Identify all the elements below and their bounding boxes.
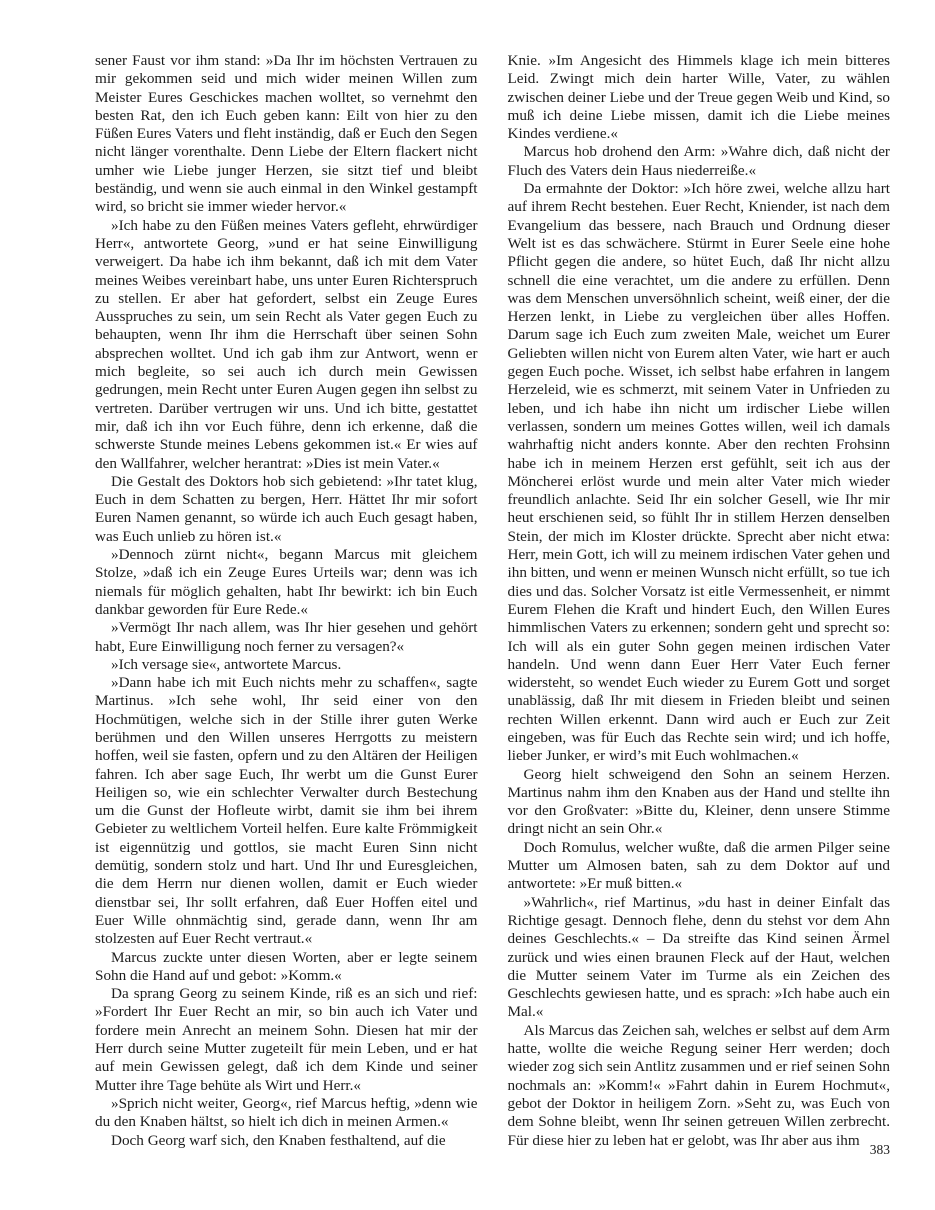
paragraph: Da sprang Georg zu seinem Kinde, riß es an sich und rief: »Fordert Ihr Euer Recht an mir, so bin auch ich Vater und fordere mein Anrecht an meinem Sohn. Diesen hat mir der Herr durch seine Mutter zugeteilt für mein Leben, und er hat auf mein Gewissen gelegt, daß ich dem Kinde und seiner Mutter ihre Tage behüte als Wirt und Herr.« (95, 985, 478, 1094)
left-column (95, 52, 478, 1150)
paragraph: Georg hielt schweigend den Sohn an seinem Herzen. Martinus nahm ihm den Knaben aus der Hand und stellte ihn vor den Großvater: »Bitte du, Kleiner, denn unsere Stimme dringt nicht an sein Ohr.« (507, 765, 890, 838)
paragraph: »Ich versage sie«, antwortete Marcus. (111, 655, 342, 673)
paragraph: »Ich habe zu den Füßen meines Vaters gefleht, ehrwürdiger Herr«, antwortete Georg, »und er hat seine Einwilligung verweigert. Da habe ich ihm bekannt, daß ich mit dem Vater meines Weibes vereinbart habe, uns unter Euren Richterspruch zu stellen. Er aber hat gefordert, selbst ein Zeuge Eures Ausspruches zu sein, um sein Recht als Vater gegen Euch zu behaupten, wenn Ihr ihm die Herrschaft über seinen Sohn absprechen wolltet. Und ich gab ihm zur Antwort, wenn er mich begleite, so sei auch ich durch mein Gewissen gedrungen, mein Recht unter Euren Augen gegen ihn selbst zu vertreten. Darüber vertrugen wir uns. Und ich bitte, gestattet mir, daß ich ihn vor Euch führe, denn ich erkenne, daß die schwerste Stunde meines Lebens gekommen ist.« Er wies auf den Wallfahrer, welcher herantrat: »Dies ist mein Vater.« (95, 216, 478, 472)
paragraph: Da ermahnte der Doktor: »Ich höre zwei, welche allzu hart auf ihrem Recht bestehen. Euer Recht, Kniender, ist nach dem Evangelium das bessere, nach Brauch und Ordnung dieser Welt ist es das schwächere. Stürmt in Eurer Seele eine hohe Pflicht gegen die andere, so hütet Euch, daß Ihr nicht allzu schnell die eine verachtet, um die andere zu erfüllen. Denn was dem Menschen unversöhnlich scheint, weiß einer, der die Herzen lenkt, in Liebe zu vergleichen über alles Hoffen. Darum sage ich Euch zum zweiten Male, weichet um Eurer Geliebten willen nicht von Eurem alten Vater, wie hart er auch gegen Euch poche. Wisset, ich selbst habe erfahren in langem Herzeleid, wie es schmerzt, mit seinem Vater in Unfrieden zu leben, und ich habe ihn nicht um irdischer Liebe willen verlassen, sondern um meines Gottes willen, weil ich damals wahrhaftig nicht anders konnte. Aber den rechten Frohsinn habe ich in meinem Herzen erst gefühlt, seit ich aus der Möncherei erlöst wurde und mein alter Vater mich wieder freundlich anlachte. Seid Ihr ein solcher Gesell, wie Ihr mir heut erschienen seid, so fühlt Ihr in stillem Herzen denselben Stein, der mich im Kloster drückte. Sprecht aber nicht etwa: Herr, mein Gott, ich will zu meinem irdischen Vater gehen und ihn bitten, und wenn er meinen Wunsch nicht erfüllt, so tue ich dies und das. Solcher Vorsatz ist eitle Vermessenheit, er nimmt Eurem Flehen die Kraft und hindert Euch, den Willen Eures himmlischen Vaters zu erkennen; sondern geht und sprecht so: Ich will als ein guter Sohn gegen meinen irdischen Vater handeln. Und wenn dann Euer Herr Vater Euch ferner widersteht, so wendet Euch wieder zu Eurem Gott und sorget unablässig, daß Ihr mit diesem in Frieden bleibt und seinen rechten Willen erkennt. Dann wird auch er Euch zur Zeit eingeben, was für Euch das Rechte sein wird; und ich hoffe, lieber Junker, er wird’s mit Euch wohlmachen.« (507, 180, 891, 765)
paragraph: »Sprich nicht weiter, Georg«, rief Marcus heftig, »denn wie du den Knaben hältst, so hielt ich dich in meinen Armen.« (95, 1094, 478, 1131)
book-page (95, 52, 890, 1150)
paragraph: »Dann habe ich mit Euch nichts mehr zu schaffen«, sagte Martinus. »Ich sehe wohl, Ihr seid einer von den Hochmütigen, welche sich in der Stille ihrer guten Werke berühmen und den Willen unseres Herrgotts zu meistern hoffen, weil sie fasten, opfern und zu den Altären der Heiligen fahren. Ich aber sage Euch, Ihr werbt um die Gunst Eurer Heiligen so, wie ein schlechter Verwalter durch Bestechung um die Gunst der Hofleute wirbt, damit sie ihm bei ihrem Gebieter zu weltlichem Vorteil helfen. Eure kalte Frömmigkeit ist eigennützig und gottlos, sie macht Euren Sinn nicht demütig, sondern stolz und hart. Und Ihr und Euresgleichen, die dem Herrn nur dienen wollen, damit er Euch wieder dienstbar sei, Ihr sollt erfahren, daß Euer Hoffen eitel und Euer Wille ohnmächtig sind, gerade dann, wenn Ihr am stolzesten auf Euer Recht vertraut.« (95, 674, 478, 948)
paragraph: Als Marcus das Zeichen sah, welches er selbst auf dem Arm hatte, wollte die weiche Regung seiner Herr werden; doch wieder zog sich sein Antlitz zusammen und er rief seinen Sohn nochmals an: »Komm!« »Fahrt dahin in Eurem Hochmut«, gebot der Doktor in heiligem Zorn. »Seht zu, was Euch von dem Sohne bleibt, wenn Ihr seinen getreuen Willen zerbrecht. Für diese hier zu leben hat er gelobt, was Ihr aber aus ihm (507, 1021, 890, 1149)
paragraph: »Dennoch zürnt nicht«, begann Marcus mit gleichem Stolze, »daß ich ein Zeuge Eures Urteils war; denn was ich niemals für möglich gehalten, habt Ihr bewirkt: ich bin Euch dankbar geworden für Eure Rede.« (95, 546, 478, 618)
paragraph: »Wahrlich«, rief Martinus, »du hast in deiner Einfalt das Richtige gesagt. Dennoch flehe, denn du stehst vor dem Ahn deines Geschlechts.« – Da streifte das Kind seinen Ärmel zurück und wies einen braunen Fleck auf der Haut, welchen die Mutter seinem Vater im Turme als ein Zeichen des Geschlechts gewiesen hatte, und es sprach: »Ich habe auch ein Mal.« (507, 893, 890, 1021)
page-number: 383 (869, 1142, 890, 1157)
text-columns (95, 52, 890, 1150)
paragraph: »Vermögt Ihr nach allem, was Ihr hier gesehen und gehört habt, Eure Einwilligung noch ferner zu versagen?« (95, 619, 478, 655)
paragraph: Doch Romulus, welcher wußte, daß die armen Pilger seine Mutter um Almosen baten, sah zu dem Doktor auf und antwortete: »Er muß bitten.« (507, 838, 890, 893)
paragraph: Knie. »Im Angesicht des Himmels klage ich mein bitteres Leid. Zwingt mich dein harter Wille, Vater, zu wählen zwischen deiner Liebe und der Treue gegen Weib und Kind, so muß ich deine Liebe missen, damit ich die Liebe meines Kindes verdiene.« (507, 52, 890, 143)
paragraph: Die Gestalt des Doktors hob sich gebietend: »Ihr tatet klug, Euch in dem Schatten zu bergen, Herr. Hättet Ihr mir sofort Euren Namen genannt, so würde ich auch Euch gesagt haben, was Euch unlieb zu hören ist.« (95, 472, 478, 545)
paragraph: Marcus hob drohend den Arm: »Wahre dich, daß nicht der Fluch des Vaters dein Haus niederreiße.« (507, 143, 890, 179)
paragraph: Marcus zuckte unter diesen Worten, aber er legte seinem Sohn die Hand auf und gebot: »Komm.« (95, 948, 478, 984)
paragraph: Doch Georg warf sich, den Knaben festhaltend, auf die (111, 1131, 446, 1149)
paragraph: sener Faust vor ihm stand: »Da Ihr im höchsten Vertrauen zu mir gekommen seid und mich wider meinen Willen zum Meister Eures Geschickes machen wolltet, so vernehmt den besten Rat, den ich Euch geben kann: Eilt von hier zu den Füßen Eures Vaters und fleht inständig, daß er Euch den Segen nicht länger vorenthalte. Denn Liebe der Eltern flackert nicht umher wie Liebe junger Herzen, sie sitzt tief und bleibt beständig, und wenn sie auch einmal in den Winkel gestampft wird, so bricht sie immer wieder hervor.« (95, 52, 478, 216)
right-column (508, 52, 891, 1150)
